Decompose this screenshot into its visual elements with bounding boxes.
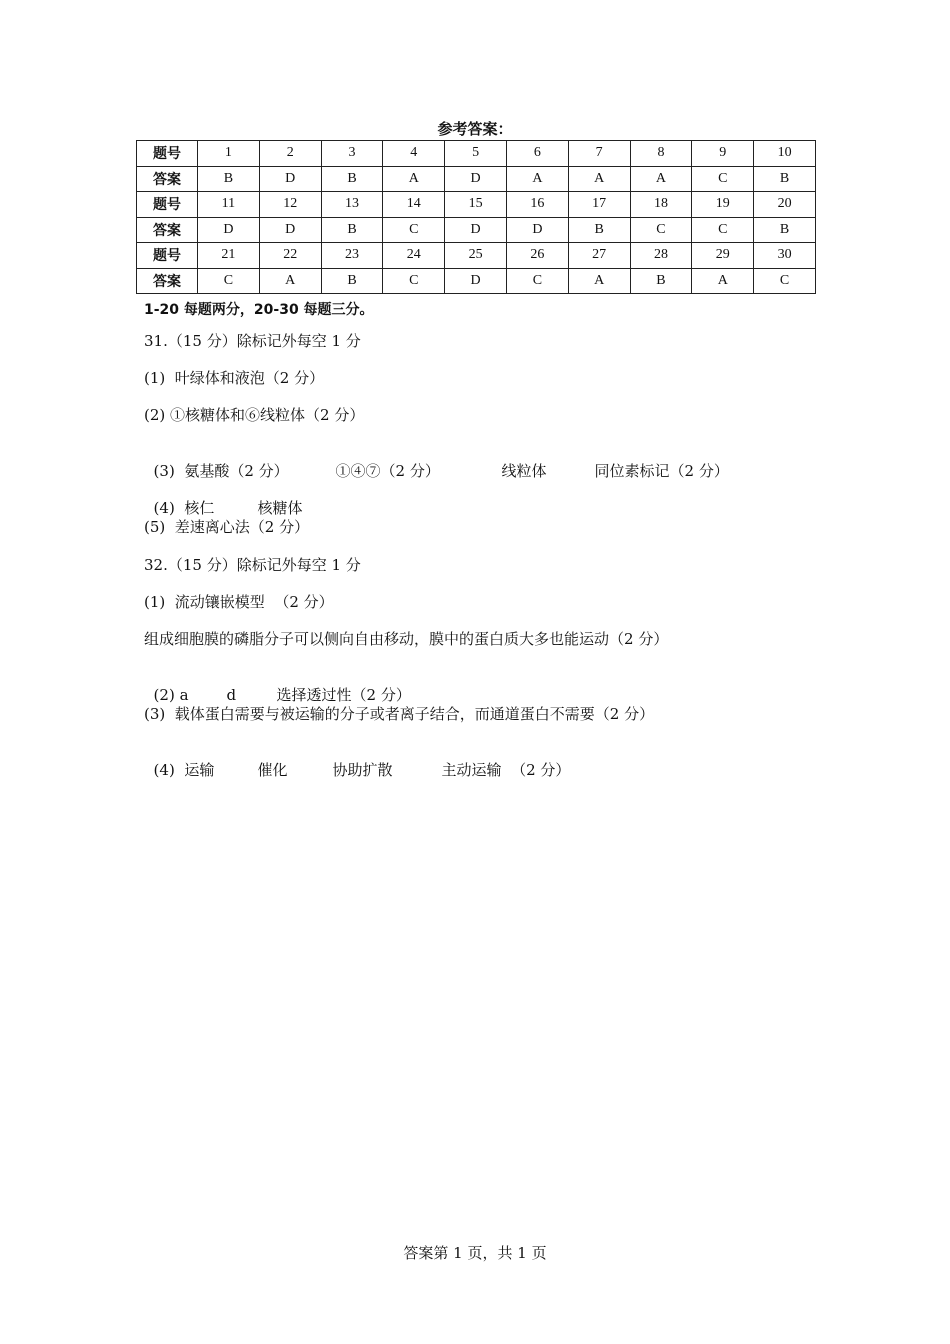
table-cell: B	[754, 166, 816, 192]
row-label: 题号	[137, 192, 198, 218]
table-cell: C	[198, 268, 260, 294]
row-label: 题号	[137, 243, 198, 269]
table-cell: 3	[321, 141, 383, 167]
scoring-note: 1-20 每题两分，20-30 每题三分。	[144, 302, 374, 318]
q32-part4	[144, 741, 570, 780]
table-cell: A	[568, 166, 630, 192]
q32-part3: (3) 载体蛋白需要与被运输的分子或者离子结合，而通道蛋白不需要（2 分）	[144, 705, 655, 723]
table-cell: D	[259, 217, 321, 243]
q32-part2	[144, 666, 411, 705]
table-cell: 17	[568, 192, 630, 218]
q31-part3-d: 同位素标记（2 分）	[594, 462, 729, 480]
row-label: 答案	[137, 166, 198, 192]
table-cell: 4	[383, 141, 445, 167]
q32-part1-explanation: 组成细胞膜的磷脂分子可以侧向自由移动，膜中的蛋白质大多也能运动（2 分）	[144, 630, 669, 648]
table-cell: 24	[383, 243, 445, 269]
table-cell: 1	[198, 141, 260, 167]
q31-part1: (1) 叶绿体和液泡（2 分）	[144, 369, 325, 387]
q31-part5: (5) 差速离心法（2 分）	[144, 518, 310, 536]
answer-table	[136, 140, 816, 294]
q32-part4-d: 主动运输 （2 分）	[441, 761, 571, 779]
table-cell: 12	[259, 192, 321, 218]
table-cell: B	[321, 217, 383, 243]
q31-part3-b: ①④⑦（2 分）	[335, 462, 440, 480]
table-cell: 15	[445, 192, 507, 218]
table-row	[137, 217, 816, 243]
table-cell: 8	[630, 141, 692, 167]
row-label: 题号	[137, 141, 198, 167]
table-cell: C	[754, 268, 816, 294]
q32-part2-a: (2) a	[153, 686, 189, 704]
q31-part3-a: (3) 氨基酸（2 分）	[153, 462, 289, 480]
table-cell: 26	[506, 243, 568, 269]
q31-part4-b: 核糖体	[257, 499, 303, 517]
table-cell: 28	[630, 243, 692, 269]
table-cell: 10	[754, 141, 816, 167]
table-cell: 5	[445, 141, 507, 167]
row-label: 答案	[137, 268, 198, 294]
table-cell: 16	[506, 192, 568, 218]
table-cell: 25	[445, 243, 507, 269]
table-cell: D	[445, 217, 507, 243]
q32-part2-b: d	[226, 686, 237, 704]
q31-part4	[144, 479, 303, 518]
table-cell: 21	[198, 243, 260, 269]
q31-part3-c: 线粒体	[501, 462, 547, 480]
table-cell: D	[198, 217, 260, 243]
table-row	[137, 268, 816, 294]
table-cell: A	[259, 268, 321, 294]
q31-part4-a: (4) 核仁	[153, 499, 215, 517]
q32-part1: (1) 流动镶嵌模型 （2 分）	[144, 593, 334, 611]
table-cell: 23	[321, 243, 383, 269]
table-cell: 20	[754, 192, 816, 218]
table-cell: 7	[568, 141, 630, 167]
table-cell: C	[383, 268, 445, 294]
row-label: 答案	[137, 217, 198, 243]
page-title: 参考答案：	[437, 120, 513, 138]
table-cell: B	[630, 268, 692, 294]
q32-part2-c: 选择透过性（2 分）	[276, 686, 411, 704]
table-row	[137, 192, 816, 218]
table-cell: 27	[568, 243, 630, 269]
table-cell: B	[568, 217, 630, 243]
table-cell: 29	[692, 243, 754, 269]
table-cell: B	[321, 268, 383, 294]
table-cell: 22	[259, 243, 321, 269]
page-footer: 答案第 1 页，共 1 页	[403, 1244, 547, 1262]
q32-part4-c: 协助扩散	[332, 761, 393, 779]
q31-part2: (2) ①核糖体和⑥线粒体（2 分）	[144, 406, 365, 424]
table-cell: B	[754, 217, 816, 243]
table-cell: A	[568, 268, 630, 294]
table-cell: A	[506, 166, 568, 192]
table-cell: C	[692, 166, 754, 192]
table-cell: 9	[692, 141, 754, 167]
table-cell: 13	[321, 192, 383, 218]
table-cell: C	[383, 217, 445, 243]
table-cell: 14	[383, 192, 445, 218]
table-cell: C	[692, 217, 754, 243]
q31-header: 31.（15 分）除标记外每空 1 分	[144, 332, 361, 350]
table-cell: A	[692, 268, 754, 294]
table-cell: D	[259, 166, 321, 192]
table-cell: 2	[259, 141, 321, 167]
table-cell: A	[383, 166, 445, 192]
q32-part4-b: 催化	[257, 761, 288, 779]
table-cell: 19	[692, 192, 754, 218]
table-cell: D	[445, 166, 507, 192]
q32-part4-a: (4) 运输	[153, 761, 215, 779]
q32-header: 32.（15 分）除标记外每空 1 分	[144, 556, 361, 574]
table-cell: B	[321, 166, 383, 192]
table-cell: 11	[198, 192, 260, 218]
table-row	[137, 243, 816, 269]
table-row	[137, 166, 816, 192]
table-cell: 30	[754, 243, 816, 269]
table-cell: A	[630, 166, 692, 192]
table-cell: D	[506, 217, 568, 243]
table-row	[137, 141, 816, 167]
table-cell: B	[198, 166, 260, 192]
table-cell: 18	[630, 192, 692, 218]
q31-part3	[144, 442, 729, 481]
table-cell: D	[445, 268, 507, 294]
table-cell: C	[506, 268, 568, 294]
table-cell: C	[630, 217, 692, 243]
table-cell: 6	[506, 141, 568, 167]
